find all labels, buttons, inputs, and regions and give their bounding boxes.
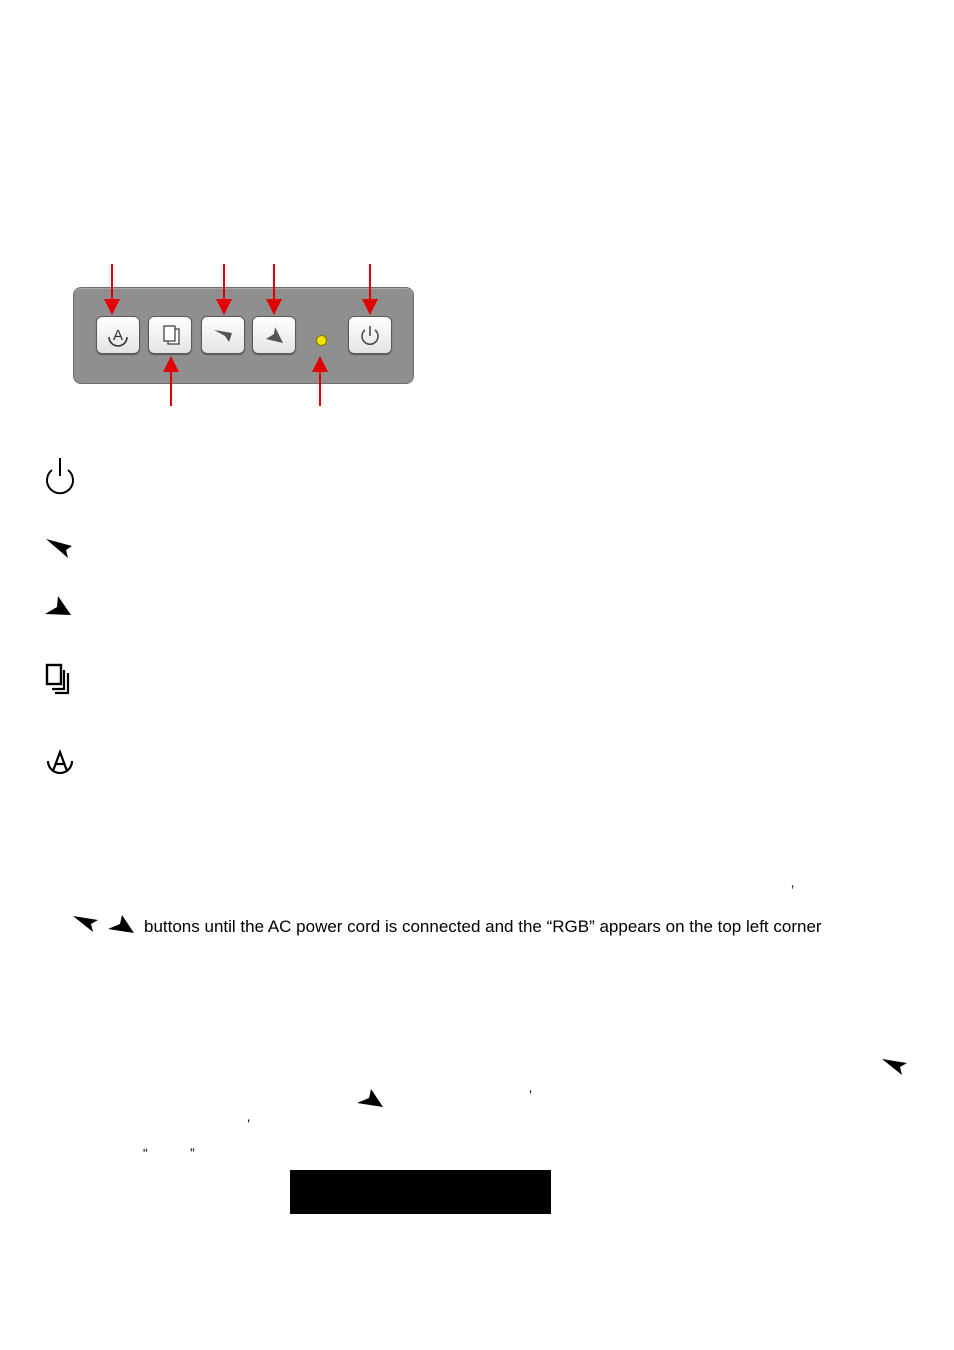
down-arrow-icon xyxy=(880,1056,910,1080)
power-icon xyxy=(40,458,80,498)
stray-open-quote: “ xyxy=(143,1145,148,1161)
menu-icon xyxy=(40,660,80,700)
down-button[interactable] xyxy=(201,316,245,354)
up-arrow-icon xyxy=(106,912,136,936)
down-arrow-icon xyxy=(40,530,80,570)
down-arrow-icon xyxy=(209,321,237,349)
power-button[interactable] xyxy=(348,316,392,354)
stray-comma: ’ xyxy=(247,1116,251,1132)
up-button[interactable] xyxy=(252,316,296,354)
up-arrow-icon xyxy=(260,321,288,349)
stray-close-quote: ” xyxy=(190,1145,195,1161)
stray-comma: ’ xyxy=(529,1087,533,1103)
menu-icon xyxy=(156,321,184,349)
auto-button[interactable] xyxy=(96,316,140,354)
instruction-text: buttons until the AC power cord is connected and the “RGB” appears on the top left corner xyxy=(144,917,822,936)
svg-text:A: A xyxy=(112,327,124,344)
up-arrow-icon xyxy=(40,588,80,628)
down-arrow-icon xyxy=(71,913,101,937)
auto-icon xyxy=(40,745,80,785)
power-led xyxy=(316,335,327,346)
up-arrow-icon xyxy=(355,1086,385,1110)
power-icon xyxy=(356,321,384,349)
redaction-bar xyxy=(290,1170,551,1214)
auto-icon xyxy=(104,321,132,349)
stray-comma: ’ xyxy=(791,882,795,898)
menu-button[interactable] xyxy=(148,316,192,354)
